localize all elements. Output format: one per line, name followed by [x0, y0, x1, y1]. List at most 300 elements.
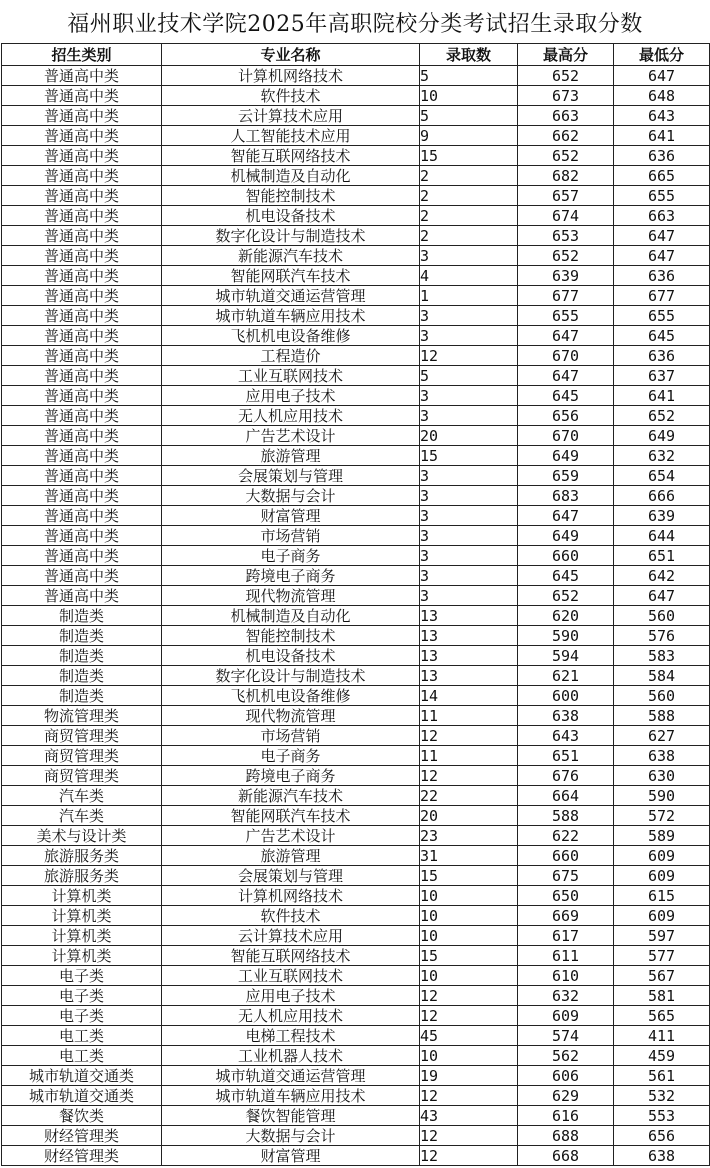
min-score-cell: 567 — [614, 966, 710, 986]
admitted-count-cell: 20 — [420, 806, 518, 826]
max-score-cell: 617 — [518, 926, 614, 946]
admitted-count-cell: 1 — [420, 286, 518, 306]
max-score-cell: 606 — [518, 1066, 614, 1086]
max-score-cell: 622 — [518, 826, 614, 846]
category-cell: 财经管理类 — [2, 1146, 162, 1166]
category-cell: 计算机类 — [2, 946, 162, 966]
max-score-cell: 645 — [518, 566, 614, 586]
major-cell: 应用电子技术 — [162, 986, 420, 1006]
category-cell: 汽车类 — [2, 786, 162, 806]
admitted-count-cell: 12 — [420, 346, 518, 366]
major-cell: 无人机应用技术 — [162, 406, 420, 426]
table-row — [2, 1106, 710, 1126]
admitted-count-cell: 19 — [420, 1066, 518, 1086]
max-score-cell: 677 — [518, 286, 614, 306]
admitted-count-cell: 10 — [420, 886, 518, 906]
table-row — [2, 686, 710, 706]
major-cell: 计算机网络技术 — [162, 886, 420, 906]
admitted-count-cell: 3 — [420, 586, 518, 606]
major-cell: 云计算技术应用 — [162, 106, 420, 126]
table-row — [2, 346, 710, 366]
table-row — [2, 1026, 710, 1046]
category-cell: 普通高中类 — [2, 66, 162, 86]
table-row — [2, 86, 710, 106]
category-cell: 普通高中类 — [2, 506, 162, 526]
table-row — [2, 246, 710, 266]
category-cell: 商贸管理类 — [2, 766, 162, 786]
max-score-cell: 674 — [518, 206, 614, 226]
category-cell: 电子类 — [2, 1006, 162, 1026]
admitted-count-cell: 5 — [420, 366, 518, 386]
category-cell: 制造类 — [2, 666, 162, 686]
min-score-cell: 615 — [614, 886, 710, 906]
admitted-count-cell: 23 — [420, 826, 518, 846]
min-score-cell: 577 — [614, 946, 710, 966]
major-cell: 机械制造及自动化 — [162, 166, 420, 186]
max-score-cell: 594 — [518, 646, 614, 666]
max-score-cell: 609 — [518, 1006, 614, 1026]
max-score-cell: 650 — [518, 886, 614, 906]
admitted-count-cell: 3 — [420, 386, 518, 406]
column-header-max-score: 最高分 — [518, 44, 614, 66]
min-score-cell: 553 — [614, 1106, 710, 1126]
min-score-cell: 609 — [614, 846, 710, 866]
table-row — [2, 926, 710, 946]
max-score-cell: 688 — [518, 1126, 614, 1146]
admitted-count-cell: 15 — [420, 866, 518, 886]
admitted-count-cell: 31 — [420, 846, 518, 866]
major-cell: 大数据与会计 — [162, 1126, 420, 1146]
min-score-cell: 665 — [614, 166, 710, 186]
max-score-cell: 616 — [518, 1106, 614, 1126]
major-cell: 机械制造及自动化 — [162, 606, 420, 626]
category-cell: 电子类 — [2, 986, 162, 1006]
table-row — [2, 906, 710, 926]
admitted-count-cell: 3 — [420, 486, 518, 506]
category-cell: 普通高中类 — [2, 246, 162, 266]
category-cell: 普通高中类 — [2, 526, 162, 546]
major-cell: 机电设备技术 — [162, 206, 420, 226]
major-cell: 城市轨道车辆应用技术 — [162, 306, 420, 326]
major-cell: 现代物流管理 — [162, 706, 420, 726]
min-score-cell: 590 — [614, 786, 710, 806]
category-cell: 普通高中类 — [2, 566, 162, 586]
category-cell: 汽车类 — [2, 806, 162, 826]
min-score-cell: 583 — [614, 646, 710, 666]
max-score-cell: 655 — [518, 306, 614, 326]
min-score-cell: 589 — [614, 826, 710, 846]
table-row — [2, 546, 710, 566]
max-score-cell: 670 — [518, 346, 614, 366]
category-cell: 普通高中类 — [2, 166, 162, 186]
category-cell: 电工类 — [2, 1046, 162, 1066]
admitted-count-cell: 12 — [420, 1006, 518, 1026]
category-cell: 普通高中类 — [2, 126, 162, 146]
max-score-cell: 659 — [518, 466, 614, 486]
table-row — [2, 1126, 710, 1146]
major-cell: 工业互联网技术 — [162, 966, 420, 986]
max-score-cell: 668 — [518, 1146, 614, 1166]
category-cell: 普通高中类 — [2, 86, 162, 106]
table-row — [2, 106, 710, 126]
major-cell: 大数据与会计 — [162, 486, 420, 506]
category-cell: 城市轨道交通类 — [2, 1066, 162, 1086]
table-row — [2, 806, 710, 826]
major-cell: 电子商务 — [162, 746, 420, 766]
admitted-count-cell: 11 — [420, 706, 518, 726]
major-cell: 会展策划与管理 — [162, 466, 420, 486]
admitted-count-cell: 13 — [420, 606, 518, 626]
major-cell: 软件技术 — [162, 86, 420, 106]
min-score-cell: 648 — [614, 86, 710, 106]
min-score-cell: 638 — [614, 746, 710, 766]
admitted-count-cell: 2 — [420, 206, 518, 226]
min-score-cell: 630 — [614, 766, 710, 786]
table-row — [2, 526, 710, 546]
admitted-count-cell: 3 — [420, 526, 518, 546]
table-row — [2, 126, 710, 146]
min-score-cell: 636 — [614, 346, 710, 366]
max-score-cell: 638 — [518, 706, 614, 726]
admitted-count-cell: 14 — [420, 686, 518, 706]
major-cell: 广告艺术设计 — [162, 426, 420, 446]
admitted-count-cell: 11 — [420, 746, 518, 766]
table-row — [2, 506, 710, 526]
min-score-cell: 647 — [614, 586, 710, 606]
major-cell: 机电设备技术 — [162, 646, 420, 666]
major-cell: 无人机应用技术 — [162, 1006, 420, 1026]
admitted-count-cell: 22 — [420, 786, 518, 806]
column-header-category: 招生类别 — [2, 44, 162, 66]
table-row — [2, 966, 710, 986]
category-cell: 旅游服务类 — [2, 866, 162, 886]
major-cell: 智能互联网络技术 — [162, 146, 420, 166]
admitted-count-cell: 3 — [420, 506, 518, 526]
table-row — [2, 386, 710, 406]
category-cell: 计算机类 — [2, 926, 162, 946]
max-score-cell: 645 — [518, 386, 614, 406]
min-score-cell: 663 — [614, 206, 710, 226]
table-row — [2, 766, 710, 786]
table-row — [2, 186, 710, 206]
table-row — [2, 466, 710, 486]
min-score-cell: 560 — [614, 686, 710, 706]
category-cell: 普通高中类 — [2, 226, 162, 246]
table-row — [2, 666, 710, 686]
min-score-cell: 652 — [614, 406, 710, 426]
min-score-cell: 459 — [614, 1046, 710, 1066]
table-row — [2, 1046, 710, 1066]
category-cell: 美术与设计类 — [2, 826, 162, 846]
table-row — [2, 606, 710, 626]
category-cell: 电工类 — [2, 1026, 162, 1046]
major-cell: 旅游管理 — [162, 846, 420, 866]
table-row — [2, 646, 710, 666]
admitted-count-cell: 10 — [420, 86, 518, 106]
category-cell: 制造类 — [2, 626, 162, 646]
min-score-cell: 560 — [614, 606, 710, 626]
category-cell: 普通高中类 — [2, 266, 162, 286]
major-cell: 工业互联网技术 — [162, 366, 420, 386]
table-row — [2, 446, 710, 466]
major-cell: 数字化设计与制造技术 — [162, 226, 420, 246]
max-score-cell: 647 — [518, 366, 614, 386]
table-row — [2, 846, 710, 866]
admitted-count-cell: 5 — [420, 106, 518, 126]
min-score-cell: 588 — [614, 706, 710, 726]
admitted-count-cell: 13 — [420, 646, 518, 666]
table-row — [2, 486, 710, 506]
major-cell: 现代物流管理 — [162, 586, 420, 606]
category-cell: 物流管理类 — [2, 706, 162, 726]
min-score-cell: 636 — [614, 146, 710, 166]
admitted-count-cell: 3 — [420, 246, 518, 266]
admitted-count-cell: 10 — [420, 1046, 518, 1066]
admitted-count-cell: 12 — [420, 1086, 518, 1106]
admitted-count-cell: 2 — [420, 226, 518, 246]
admitted-count-cell: 43 — [420, 1106, 518, 1126]
min-score-cell: 636 — [614, 266, 710, 286]
major-cell: 电梯工程技术 — [162, 1026, 420, 1046]
min-score-cell: 411 — [614, 1026, 710, 1046]
max-score-cell: 562 — [518, 1046, 614, 1066]
max-score-cell: 683 — [518, 486, 614, 506]
max-score-cell: 620 — [518, 606, 614, 626]
table-row — [2, 206, 710, 226]
category-cell: 普通高中类 — [2, 286, 162, 306]
table-row — [2, 866, 710, 886]
category-cell: 普通高中类 — [2, 426, 162, 446]
max-score-cell: 664 — [518, 786, 614, 806]
table-body — [2, 66, 710, 1166]
category-cell: 普通高中类 — [2, 186, 162, 206]
max-score-cell: 632 — [518, 986, 614, 1006]
min-score-cell: 584 — [614, 666, 710, 686]
admitted-count-cell: 5 — [420, 66, 518, 86]
min-score-cell: 641 — [614, 126, 710, 146]
max-score-cell: 652 — [518, 66, 614, 86]
major-cell: 飞机机电设备维修 — [162, 326, 420, 346]
admitted-count-cell: 12 — [420, 766, 518, 786]
max-score-cell: 669 — [518, 906, 614, 926]
max-score-cell: 610 — [518, 966, 614, 986]
category-cell: 财经管理类 — [2, 1126, 162, 1146]
major-cell: 城市轨道车辆应用技术 — [162, 1086, 420, 1106]
admission-score-table — [1, 43, 710, 1166]
major-cell: 城市轨道交通运营管理 — [162, 286, 420, 306]
category-cell: 普通高中类 — [2, 366, 162, 386]
max-score-cell: 652 — [518, 246, 614, 266]
table-row — [2, 366, 710, 386]
major-cell: 智能控制技术 — [162, 186, 420, 206]
category-cell: 普通高中类 — [2, 206, 162, 226]
table-row — [2, 566, 710, 586]
min-score-cell: 532 — [614, 1086, 710, 1106]
max-score-cell: 651 — [518, 746, 614, 766]
max-score-cell: 649 — [518, 446, 614, 466]
max-score-cell: 647 — [518, 506, 614, 526]
admitted-count-cell: 45 — [420, 1026, 518, 1046]
table-row — [2, 786, 710, 806]
max-score-cell: 676 — [518, 766, 614, 786]
min-score-cell: 647 — [614, 226, 710, 246]
table-row — [2, 1006, 710, 1026]
admitted-count-cell: 15 — [420, 446, 518, 466]
table-row — [2, 626, 710, 646]
min-score-cell: 654 — [614, 466, 710, 486]
page-title: 福州职业技术学院2025年高职院校分类考试招生录取分数 — [67, 11, 643, 37]
major-cell: 飞机机电设备维修 — [162, 686, 420, 706]
max-score-cell: 663 — [518, 106, 614, 126]
table-row — [2, 166, 710, 186]
max-score-cell: 673 — [518, 86, 614, 106]
min-score-cell: 609 — [614, 906, 710, 926]
max-score-cell: 629 — [518, 1086, 614, 1106]
min-score-cell: 632 — [614, 446, 710, 466]
admitted-count-cell: 3 — [420, 546, 518, 566]
admitted-count-cell: 3 — [420, 306, 518, 326]
min-score-cell: 638 — [614, 1146, 710, 1166]
category-cell: 制造类 — [2, 646, 162, 666]
max-score-cell: 649 — [518, 526, 614, 546]
min-score-cell: 645 — [614, 326, 710, 346]
major-cell: 城市轨道交通运营管理 — [162, 1066, 420, 1086]
min-score-cell: 655 — [614, 306, 710, 326]
admitted-count-cell: 2 — [420, 166, 518, 186]
major-cell: 广告艺术设计 — [162, 826, 420, 846]
category-cell: 制造类 — [2, 686, 162, 706]
major-cell: 计算机网络技术 — [162, 66, 420, 86]
max-score-cell: 588 — [518, 806, 614, 826]
table-row — [2, 326, 710, 346]
max-score-cell: 660 — [518, 846, 614, 866]
major-cell: 智能控制技术 — [162, 626, 420, 646]
min-score-cell: 651 — [614, 546, 710, 566]
table-row — [2, 886, 710, 906]
admitted-count-cell: 15 — [420, 146, 518, 166]
admitted-count-cell: 2 — [420, 186, 518, 206]
min-score-cell: 656 — [614, 1126, 710, 1146]
min-score-cell: 565 — [614, 1006, 710, 1026]
admitted-count-cell: 10 — [420, 926, 518, 946]
max-score-cell: 660 — [518, 546, 614, 566]
category-cell: 计算机类 — [2, 906, 162, 926]
category-cell: 普通高中类 — [2, 466, 162, 486]
max-score-cell: 647 — [518, 326, 614, 346]
min-score-cell: 649 — [614, 426, 710, 446]
max-score-cell: 662 — [518, 126, 614, 146]
major-cell: 智能网联汽车技术 — [162, 266, 420, 286]
admitted-count-cell: 3 — [420, 406, 518, 426]
major-cell: 工业机器人技术 — [162, 1046, 420, 1066]
max-score-cell: 621 — [518, 666, 614, 686]
category-cell: 计算机类 — [2, 886, 162, 906]
table-row — [2, 406, 710, 426]
admitted-count-cell: 3 — [420, 566, 518, 586]
major-cell: 跨境电子商务 — [162, 566, 420, 586]
admitted-count-cell: 20 — [420, 426, 518, 446]
category-cell: 普通高中类 — [2, 326, 162, 346]
category-cell: 普通高中类 — [2, 346, 162, 366]
admitted-count-cell: 3 — [420, 326, 518, 346]
category-cell: 普通高中类 — [2, 106, 162, 126]
major-cell: 会展策划与管理 — [162, 866, 420, 886]
max-score-cell: 643 — [518, 726, 614, 746]
major-cell: 数字化设计与制造技术 — [162, 666, 420, 686]
category-cell: 普通高中类 — [2, 586, 162, 606]
category-cell: 餐饮类 — [2, 1106, 162, 1126]
table-row — [2, 826, 710, 846]
min-score-cell: 597 — [614, 926, 710, 946]
category-cell: 制造类 — [2, 606, 162, 626]
max-score-cell: 652 — [518, 586, 614, 606]
major-cell: 财富管理 — [162, 1146, 420, 1166]
max-score-cell: 656 — [518, 406, 614, 426]
category-cell: 商贸管理类 — [2, 746, 162, 766]
min-score-cell: 581 — [614, 986, 710, 1006]
table-row — [2, 426, 710, 446]
max-score-cell: 653 — [518, 226, 614, 246]
admitted-count-cell: 9 — [420, 126, 518, 146]
min-score-cell: 666 — [614, 486, 710, 506]
admitted-count-cell: 4 — [420, 266, 518, 286]
category-cell: 商贸管理类 — [2, 726, 162, 746]
max-score-cell: 600 — [518, 686, 614, 706]
admitted-count-cell: 10 — [420, 906, 518, 926]
admitted-count-cell: 13 — [420, 666, 518, 686]
min-score-cell: 609 — [614, 866, 710, 886]
category-cell: 普通高中类 — [2, 546, 162, 566]
category-cell: 普通高中类 — [2, 406, 162, 426]
min-score-cell: 572 — [614, 806, 710, 826]
table-row — [2, 286, 710, 306]
category-cell: 旅游服务类 — [2, 846, 162, 866]
category-cell: 城市轨道交通类 — [2, 1086, 162, 1106]
admitted-count-cell: 15 — [420, 946, 518, 966]
major-cell: 新能源汽车技术 — [162, 786, 420, 806]
min-score-cell: 647 — [614, 246, 710, 266]
table-row — [2, 226, 710, 246]
category-cell: 普通高中类 — [2, 306, 162, 326]
major-cell: 智能网联汽车技术 — [162, 806, 420, 826]
min-score-cell: 647 — [614, 66, 710, 86]
major-cell: 应用电子技术 — [162, 386, 420, 406]
table-row — [2, 1146, 710, 1166]
min-score-cell: 639 — [614, 506, 710, 526]
min-score-cell: 655 — [614, 186, 710, 206]
table-row — [2, 306, 710, 326]
table-row — [2, 146, 710, 166]
admitted-count-cell: 13 — [420, 626, 518, 646]
major-cell: 新能源汽车技术 — [162, 246, 420, 266]
min-score-cell: 576 — [614, 626, 710, 646]
admitted-count-cell: 12 — [420, 1126, 518, 1146]
table-row — [2, 986, 710, 1006]
major-cell: 软件技术 — [162, 906, 420, 926]
column-header-admitted-count: 录取数 — [420, 44, 518, 66]
max-score-cell: 675 — [518, 866, 614, 886]
min-score-cell: 641 — [614, 386, 710, 406]
min-score-cell: 561 — [614, 1066, 710, 1086]
max-score-cell: 639 — [518, 266, 614, 286]
table-row — [2, 746, 710, 766]
table-row — [2, 946, 710, 966]
table-row — [2, 66, 710, 86]
column-header-major: 专业名称 — [162, 44, 420, 66]
major-cell: 旅游管理 — [162, 446, 420, 466]
category-cell: 普通高中类 — [2, 486, 162, 506]
min-score-cell: 677 — [614, 286, 710, 306]
